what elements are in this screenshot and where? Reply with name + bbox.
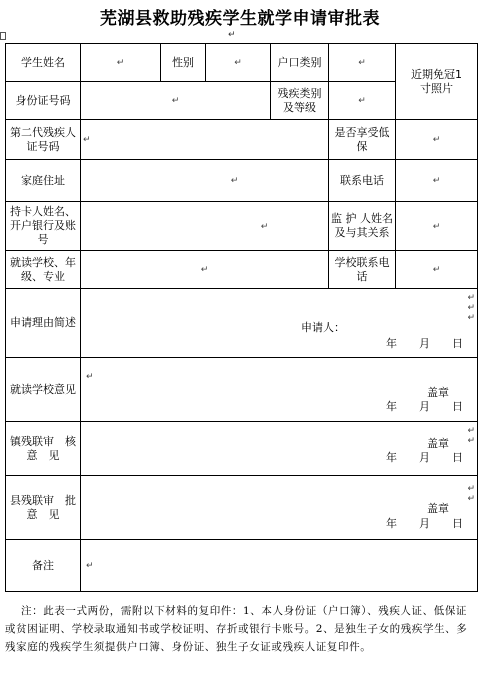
photo-label: 近期免冠1寸照片 <box>411 67 462 95</box>
town-seal-label: 盖章 <box>427 437 449 450</box>
label-school-opinion: 就读学校意见 <box>6 358 81 422</box>
label-guardian: 监 护 人姓名及与其关系 <box>329 202 396 251</box>
label-remark: 备注 <box>6 540 81 592</box>
label-home-address: 家庭住址 <box>6 160 81 202</box>
application-table <box>5 43 478 592</box>
county-seal-label: 盖章 <box>427 502 449 515</box>
field-hukou-type[interactable]: ↵ <box>329 44 396 82</box>
label-disability-cert-no: 第二代残疾人证号码 <box>6 120 81 160</box>
label-school-phone: 学校联系电 话 <box>329 251 396 289</box>
footnote: 注：此表一式两份，需附以下材料的复印件：1、本人身份证（户口簿）、残疾人证、低保证或贫困证明、学校录取通知书或学校证明、存折或银行卡账号。2、是独生子女的残疾学生、多残家庭的残疾学生须提供户口簿、身份证、独生子女证或残疾人证复印件。 <box>5 605 468 653</box>
form-title: 芜湖县救助残疾学生就学申请审批表 <box>100 9 380 29</box>
label-reason: 申请理由简述 <box>6 289 81 358</box>
field-disability-cert-no[interactable]: ↵ <box>81 120 329 160</box>
field-contact-phone[interactable]: ↵ <box>396 160 478 202</box>
label-disability-grade: 残疾类别及等级 <box>271 82 329 120</box>
field-guardian[interactable]: ↵ <box>396 202 478 251</box>
field-school-opinion[interactable]: ↵ 盖章 年 月 日 <box>81 358 478 422</box>
table-move-handle[interactable] <box>0 32 6 40</box>
field-county-dpf[interactable]: ↵ ↵ 盖章 年 月 日 <box>81 476 478 540</box>
field-school-info[interactable]: ↵ <box>81 251 329 289</box>
label-gender: 性别 <box>161 44 206 82</box>
label-school-info: 就读学校、年级、专业 <box>6 251 81 289</box>
field-home-address[interactable]: ↵ <box>81 160 329 202</box>
county-date: 年 月 日 <box>386 517 463 530</box>
label-town-dpf: 镇残联审 核意 见 <box>6 422 81 476</box>
school-seal-label: 盖章 <box>427 386 449 399</box>
label-hukou-type: 户口类别 <box>271 44 329 82</box>
reason-date: 年 月 日 <box>386 337 463 350</box>
applicant-label: 申请人： <box>301 321 345 334</box>
label-card-holder: 持卡人姓名、开户银行及账号 <box>6 202 81 251</box>
field-town-dpf[interactable]: ↵ ↵ 盖章 年 月 日 <box>81 422 478 476</box>
field-id-number[interactable]: ↵ <box>81 82 271 120</box>
field-card-holder[interactable]: ↵ <box>81 202 329 251</box>
label-county-dpf: 县残联审 批意 见 <box>6 476 81 540</box>
label-contact-phone: 联系电话 <box>329 160 396 202</box>
school-date: 年 月 日 <box>386 400 463 413</box>
field-school-phone[interactable]: ↵ <box>396 251 478 289</box>
town-date: 年 月 日 <box>386 451 463 464</box>
field-disability-grade[interactable]: ↵ <box>329 82 396 120</box>
field-student-name[interactable]: ↵ <box>81 44 161 82</box>
field-remark[interactable]: ↵ <box>81 540 478 592</box>
label-low-income: 是否享受低保 <box>329 120 396 160</box>
field-low-income[interactable]: ↵ <box>396 120 478 160</box>
label-student-name: 学生姓名 <box>6 44 81 82</box>
label-id-number: 身份证号码 <box>6 82 81 120</box>
photo-box <box>396 44 478 120</box>
field-gender[interactable]: ↵ <box>206 44 271 82</box>
field-reason[interactable]: ↵ ↵ ↵ 申请人： 年 月 日 <box>81 289 478 358</box>
paragraph-mark: ↵ <box>228 30 236 40</box>
